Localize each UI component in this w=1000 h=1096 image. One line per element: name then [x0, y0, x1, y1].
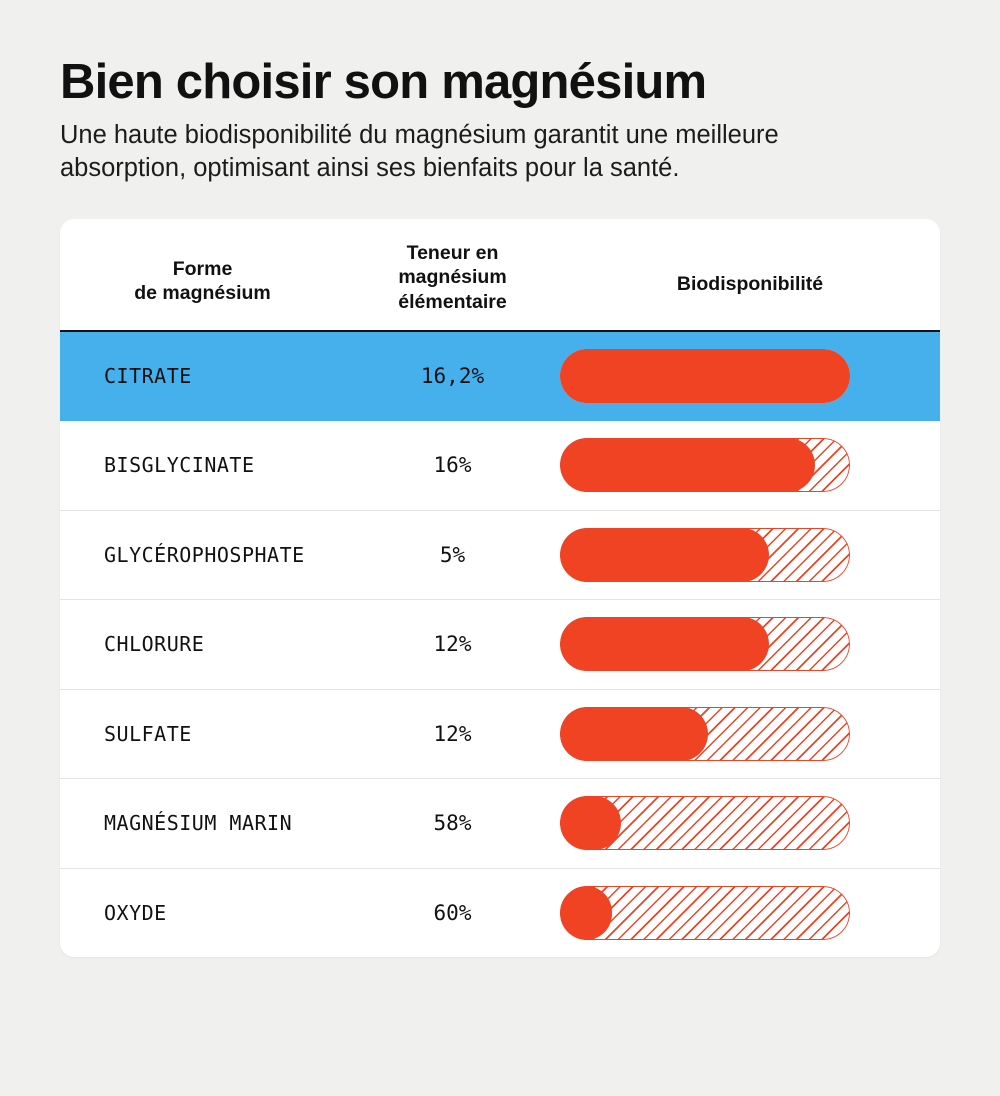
cell-magnesium-content: 12%	[433, 632, 472, 657]
cell-bioavailability	[560, 617, 940, 671]
bioavailability-bar-fill	[560, 886, 612, 940]
table-row	[60, 332, 940, 422]
cell-form-name: BISGLYCINATE	[104, 453, 255, 478]
bioavailability-bar-fill	[560, 617, 769, 671]
cell-bioavailability	[560, 707, 940, 761]
cell-form-name: MAGNÉSIUM MARIN	[104, 811, 293, 836]
cell-form-name: CHLORURE	[104, 632, 205, 657]
bioavailability-bar-track	[560, 886, 850, 940]
page-subtitle: Une haute biodisponibilité du magnésium garantit une meilleure absorption, optimisant ainsi ses bienfaits pour la santé.	[60, 120, 779, 183]
column-header-teneur	[345, 241, 560, 314]
cell-form-name: SULFATE	[104, 721, 192, 746]
cell-magnesium-content: 60%	[433, 900, 472, 925]
table-row	[60, 779, 940, 869]
column-header-teneur-line2: magnésium	[398, 266, 507, 289]
column-header-form-line1: Forme	[172, 258, 233, 281]
column-header-biodisponibilite: Biodisponibilité	[676, 273, 824, 296]
bioavailability-bar-track	[560, 349, 850, 403]
cell-bioavailability	[560, 796, 940, 850]
cell-bioavailability	[560, 528, 940, 582]
table-row	[60, 690, 940, 780]
table-body	[60, 332, 940, 958]
bioavailability-bar-fill	[560, 528, 769, 582]
cell-magnesium-content: 5%	[439, 542, 466, 567]
comparison-table-card	[60, 219, 940, 957]
table-row	[60, 869, 940, 958]
cell-form-name: GLYCÉROPHOSPHATE	[104, 542, 305, 567]
cell-magnesium-content: 16,2%	[420, 363, 485, 388]
cell-magnesium-content: 16%	[433, 453, 472, 478]
cell-magnesium-content: 58%	[433, 811, 472, 836]
bioavailability-bar-track	[560, 617, 850, 671]
page-title: Bien choisir son magnésium	[60, 55, 707, 109]
bioavailability-bar-fill	[560, 438, 815, 492]
table-row	[60, 600, 940, 690]
column-header-form	[60, 241, 345, 305]
bioavailability-bar-fill	[560, 796, 621, 850]
cell-magnesium-content: 12%	[433, 721, 472, 746]
cell-form-name: OXYDE	[104, 900, 167, 925]
cell-form-name: CITRATE	[104, 363, 192, 388]
bioavailability-bar-track	[560, 796, 850, 850]
bioavailability-bar-track	[560, 438, 850, 492]
column-header-teneur-line3: élémentaire	[398, 290, 507, 313]
bioavailability-bar-fill	[560, 349, 850, 403]
column-header-teneur-line1: Teneur en	[406, 242, 499, 265]
bioavailability-bar-track	[560, 528, 850, 582]
table-row	[60, 421, 940, 511]
bioavailability-bar-track	[560, 707, 850, 761]
table-row	[60, 511, 940, 601]
bioavailability-bar-fill	[560, 707, 708, 761]
cell-bioavailability	[560, 886, 940, 940]
cell-bioavailability	[560, 349, 940, 403]
table-header-row	[60, 219, 940, 332]
cell-bioavailability	[560, 438, 940, 492]
column-header-form-line2: de magnésium	[134, 282, 271, 305]
